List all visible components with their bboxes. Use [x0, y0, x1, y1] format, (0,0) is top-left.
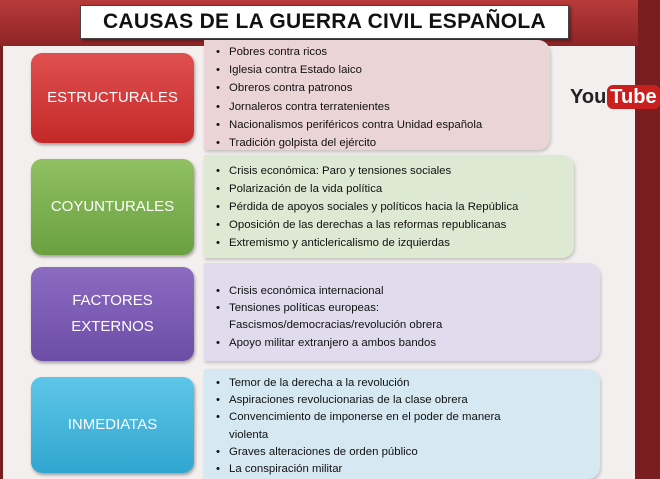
- category-label-line2: EXTERNOS: [71, 318, 154, 335]
- list-item: • Polarización de la vida política: [213, 180, 518, 198]
- list-item: • Iglesia contra Estado laico: [213, 61, 482, 79]
- list-item: • Crisis económica internacional: [213, 283, 442, 300]
- list-item: • Jornaleros contra terratenientes: [213, 98, 482, 116]
- immediate-causes-list: [213, 375, 501, 478]
- category-conjunctural: [31, 159, 194, 255]
- list-item: • Oposición de las derechas a las reformas republicanas: [213, 216, 518, 234]
- youtube-logo[interactable]: [570, 84, 660, 110]
- list-item: • Extremismo y anticlericalismo de izquierdas: [213, 234, 518, 252]
- category-label: [71, 288, 154, 340]
- category-structural: [31, 53, 194, 143]
- list-item: [213, 300, 442, 334]
- category-external: [31, 267, 194, 361]
- list-item: • Apoyo militar extranjero a ambos bandos: [213, 335, 442, 352]
- category-label: INMEDIATAS: [67, 416, 158, 433]
- category-label-line1: FACTORES: [72, 292, 153, 309]
- list-item: • Obreros contra patronos: [213, 79, 482, 97]
- list-item: • Tradición golpista del ejército: [213, 134, 482, 152]
- list-item-text: Convencimiento de imponerse en el poder de manera: [229, 411, 501, 424]
- list-item-continuation: Fascismos/democracias/revolución obrera: [229, 319, 443, 332]
- youtube-logo-badge: Tube: [607, 85, 659, 109]
- category-immediate: [31, 377, 194, 473]
- list-item: • Graves alteraciones de orden público: [213, 444, 501, 461]
- list-item: • Temor de la derecha a la revolución: [213, 375, 501, 392]
- category-label: COYUNTURALES: [50, 198, 175, 215]
- structural-causes-list: [213, 43, 482, 152]
- list-item: [213, 409, 501, 443]
- list-item: • La conspiración militar: [213, 461, 501, 478]
- list-item-continuation: violenta: [229, 428, 269, 441]
- list-item: • Aspiraciones revolucionarias de la clase obrera: [213, 392, 501, 409]
- category-label: ESTRUCTURALES: [47, 89, 178, 106]
- page-title: CAUSAS DE LA GUERRA CIVIL ESPAÑOLA: [80, 5, 569, 39]
- list-item: • Crisis económica: Paro y tensiones sociales: [213, 162, 518, 180]
- list-item: • Nacionalismos periféricos contra Unidad española: [213, 116, 482, 134]
- external-factors-list: [213, 283, 442, 352]
- list-item: • Pérdida de apoyos sociales y políticos hacia la República: [213, 198, 518, 216]
- conjunctural-causes-list: [213, 162, 518, 252]
- youtube-logo-text: You: [570, 85, 607, 108]
- list-item: • Pobres contra ricos: [213, 43, 482, 61]
- list-item-text: Tensiones políticas europeas:: [229, 302, 380, 315]
